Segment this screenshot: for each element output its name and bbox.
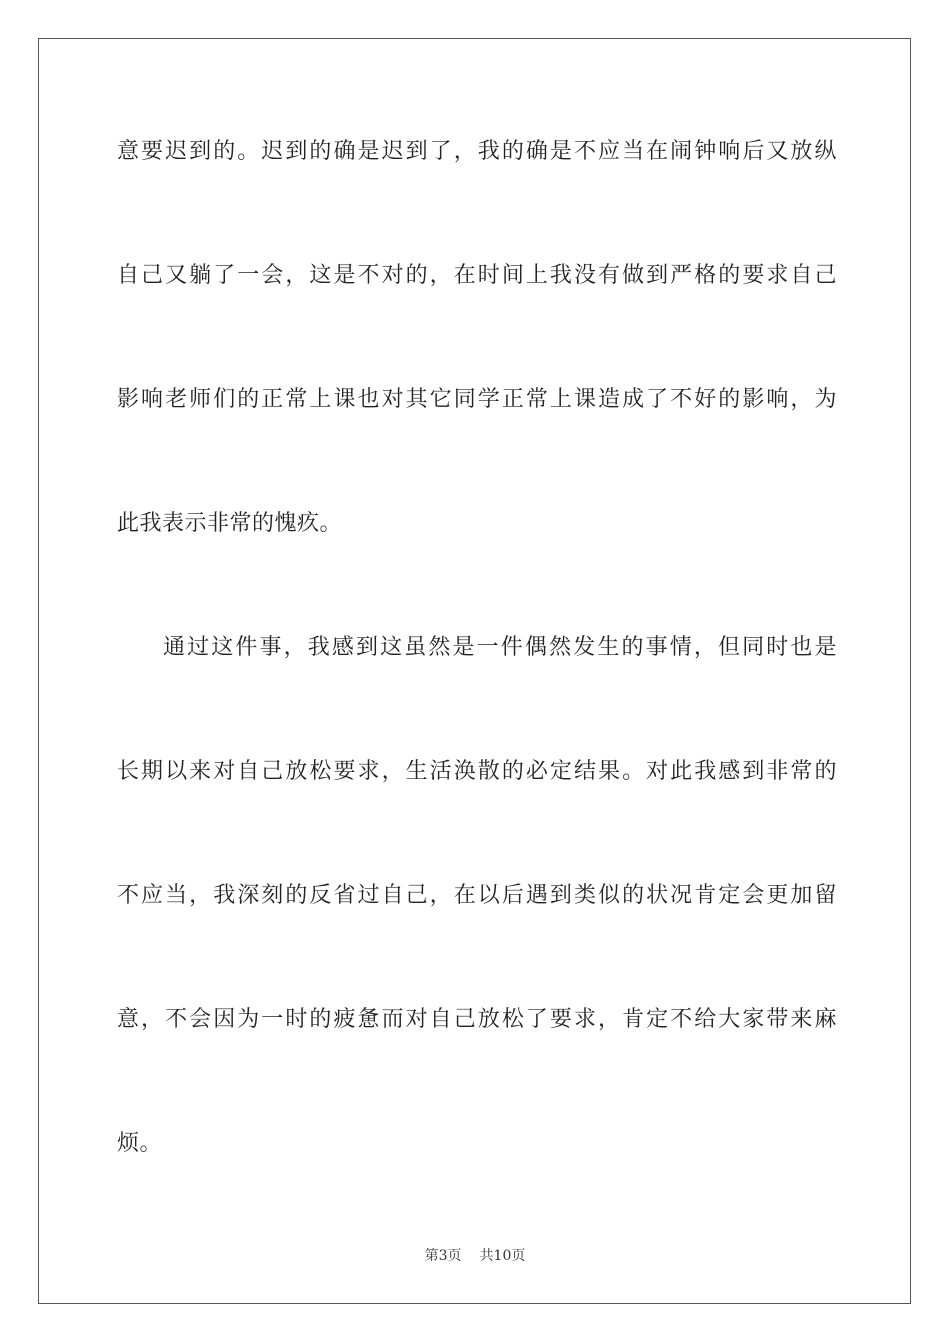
body-line-3: 影响老师们的正常上课也对其它同学正常上课造成了不好的影响，为	[117, 387, 837, 412]
body-line-8: 意，不会因为一时的疲惫而对自己放松了要求，肯定不给大家带来麻	[117, 1007, 837, 1032]
body-line-4: 此我表示非常的愧疚。	[117, 511, 343, 536]
body-line-9: 烦。	[117, 1131, 163, 1156]
body-line-1: 意要迟到的。迟到的确是迟到了，我的确是不应当在闹钟响后又放纵	[117, 139, 837, 164]
body-line-7: 不应当，我深刻的反省过自己，在以后遇到类似的状况肯定会更加留	[117, 883, 837, 908]
page-footer	[0, 1246, 950, 1266]
body-line-2: 自己又躺了一会，这是不对的，在时间上我没有做到严格的要求自己	[117, 263, 837, 288]
page-total: 共10页	[479, 1248, 526, 1264]
page-border	[38, 38, 911, 1304]
paragraph-start-line: 通过这件事，我感到这虽然是一件偶然发生的事情，但同时也是	[163, 635, 837, 660]
page-number: 第3页	[424, 1248, 462, 1264]
body-line-6: 长期以来对自己放松要求，生活涣散的必定结果。对此我感到非常的	[117, 759, 837, 784]
